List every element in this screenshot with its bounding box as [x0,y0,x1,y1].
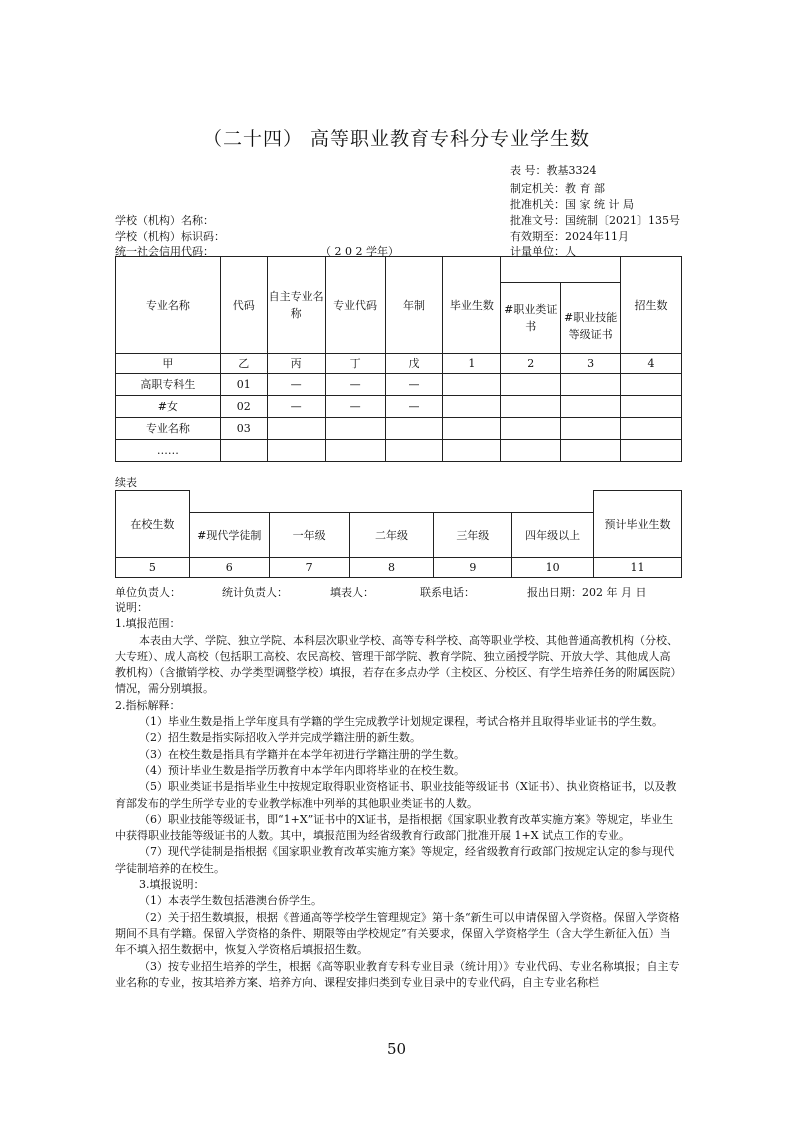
note-paragraph: （1）本表学生数包括港澳台侨学生。 [139,894,322,908]
row-name: #女 [116,396,221,418]
header-skill-cert-top [561,283,621,299]
header-grade1: 一年级 [269,513,349,558]
row-cell [621,396,682,418]
row-name: …… [116,440,221,462]
note-paragraph: （7）现代学徒制是指根据《国家职业教育改革实施方案》等规定，经省级教育行政部门按规定认定的参与现代学徒制培养的在校生。 [115,845,674,875]
meta-unit: 计量单位：人 [510,245,576,258]
index-cell: 7 [269,558,349,578]
header-apprentice: #现代学徒制 [189,513,269,558]
index-cell: 5 [116,558,190,578]
row-code: 03 [220,418,267,440]
note-paragraph: （1）毕业生数是指上学年度具有学籍的学生完成教学计划规定课程，考试合格并且取得毕业证书的学生数。 [139,715,663,729]
row-cell [267,418,325,440]
header-grade2: 二年级 [349,513,434,558]
row-code [220,440,267,462]
index-cell: 9 [434,558,512,578]
filler-field: 填表人： [330,586,374,599]
row-name: 专业名称 [116,418,221,440]
page-number: 50 [386,1040,407,1058]
index-cell: 1 [443,354,501,374]
row-cell [267,440,325,462]
continued-table [115,490,682,578]
row-cell: — [267,374,325,396]
header-in-school: 在校生数 [116,491,190,558]
row-cell [443,418,501,440]
phone-field: 联系电话： [420,586,475,599]
note-paragraph: 1.填报范围： [115,617,181,631]
index-cell: 8 [349,558,434,578]
index-cell: 乙 [220,354,267,374]
row-cell [501,396,561,418]
row-cell: — [385,374,443,396]
meta-authority: 制定机关：教 育 部 [510,182,605,195]
row-cell [385,440,443,462]
school-code-field: 学校（机构）标识码： [115,230,225,243]
instructions [115,600,680,991]
row-name: 高职专科生 [116,374,221,396]
table-row [116,396,682,418]
note-paragraph: 说明： [115,601,148,614]
note-paragraph: （2）招生数是指实际招收入学并完成学籍注册的新生数。 [139,731,421,745]
header-grade-group [189,491,593,513]
header-code: 代码 [220,257,267,354]
row-code: 01 [220,374,267,396]
meta-valid-until: 有效期至：2024年11月 [510,230,629,243]
row-cell: — [267,396,325,418]
row-cell [561,396,621,418]
row-cell [501,440,561,462]
row-cell [561,418,621,440]
row-cell [325,418,385,440]
header-years: 年制 [385,257,443,354]
school-name-field: 学校（机构）名称： [115,214,214,227]
header-grade3: 三年级 [434,513,512,558]
header-graduates: 毕业生数 [443,257,501,354]
date-field: 报出日期：202 年 月 日 [527,586,647,599]
header-voc-cert: #职业类证书 [501,283,561,354]
row-cell [443,440,501,462]
header-major-name: 专业名称 [116,257,221,354]
index-cell: 4 [621,354,682,374]
page-title: （二十四） 高等职业教育专科分专业学生数 [202,128,591,150]
index-cell: 丁 [325,354,385,374]
header-enroll: 招生数 [621,257,682,354]
note-paragraph: 3.填报说明： [139,878,205,892]
meta-form-no: 表 号：教基3324 [510,164,597,177]
row-cell [443,396,501,418]
major-students-table [115,256,682,462]
note-paragraph: 2.指标解释： [115,698,181,712]
row-cell [621,418,682,440]
row-cell [561,374,621,396]
note-paragraph: （3）在校生数是指具有学籍并在本学年初进行学籍注册的学生数。 [139,747,465,761]
header-cert-group [501,257,621,283]
row-cell [501,374,561,396]
credit-code-field: 统一社会信用代码： [115,245,214,258]
unit-head-field: 单位负责人： [115,586,181,599]
index-row [116,558,682,578]
note-paragraph: （3）按专业招生培养的学生，根据《高等职业教育专科专业目录（统计用）》专业代码、专业名称填报；自主专业名称的专业，按其培养方案、培养方向、课程安排归类到专业目录中的专业代码，自主专业名称栏 [115,959,680,989]
index-cell: 3 [561,354,621,374]
header-expected-grad: 预计毕业生数 [594,491,682,558]
row-cell [325,440,385,462]
row-cell [621,440,682,462]
index-row [116,354,682,374]
continued-label: 续表 [115,476,137,489]
table-row [116,440,682,462]
row-cell: — [385,396,443,418]
index-cell: 6 [189,558,269,578]
note-paragraph: （6）职业技能等级证书，即“1+X”证书中的X证书，是指根据《国家职业教育改革实施方案》等规定，毕业生中获得职业技能等级证书的人数。其中，填报范围为经省级教育行政部门批准开展 1+X 试点工作的专业。 [115,812,674,843]
school-year: （ 2 0 2 学年） [320,245,399,258]
row-cell [501,418,561,440]
row-cell: — [325,396,385,418]
table-row [116,374,682,396]
index-cell: 戊 [385,354,443,374]
header-self-major: 自主专业名称 [267,257,325,354]
header-skill-cert: #职业技能等级证书 [561,299,621,354]
row-cell [385,418,443,440]
index-cell: 丙 [267,354,325,374]
row-cell: — [325,374,385,396]
stat-head-field: 统计负责人： [222,586,288,599]
note-paragraph: 本表由大学、学院、独立学院、本科层次职业学校、高等专科学校、高等职业学校、其他普通高教机构（分校、大专班）、成人高校（包括职工高校、农民高校、管理干部学院、教育学院、独立函授学院、开放大学、其他成人高教机构）（含撤销学校、办学类型调整学校）填报，若存在多点办学（主校区、分校区、有学生培养任务的附属医院）情况，需分别填报。 [115,633,678,696]
row-code: 02 [220,396,267,418]
note-paragraph: （5）职业类证书是指毕业生中按规定取得职业资格证书、职业技能等级证书（X证书）、执业资格证书，以及教育部发布的学生所学专业的专业教学标准中列举的其他职业类证书的人数。 [115,780,677,810]
index-cell: 11 [594,558,682,578]
row-cell [443,374,501,396]
row-cell [561,440,621,462]
index-cell: 10 [512,558,594,578]
table-row [116,418,682,440]
index-cell: 2 [501,354,561,374]
header-major-code: 专业代码 [325,257,385,354]
row-cell [621,374,682,396]
header-grade4: 四年级以上 [512,513,594,558]
index-cell: 甲 [116,354,221,374]
meta-approval-no: 批准文号：国统制〔2021〕135号 [510,214,680,227]
meta-approver: 批准机关：国 家 统 计 局 [510,198,634,211]
note-paragraph: （4）预计毕业生数是指学历教育中本学年内即将毕业的在校生数。 [139,763,465,777]
note-paragraph: （2）关于招生数填报，根据《普通高等学校学生管理规定》第十条“新生可以申请保留入学资格。保留入学资格期间不具有学籍。保留入学资格的条件、期限等由学校规定”有关要求，保留入学资格学生（含大学生新征入伍）当年不填入招生数据中，恢复入学资格后填报招生数。 [115,910,680,957]
